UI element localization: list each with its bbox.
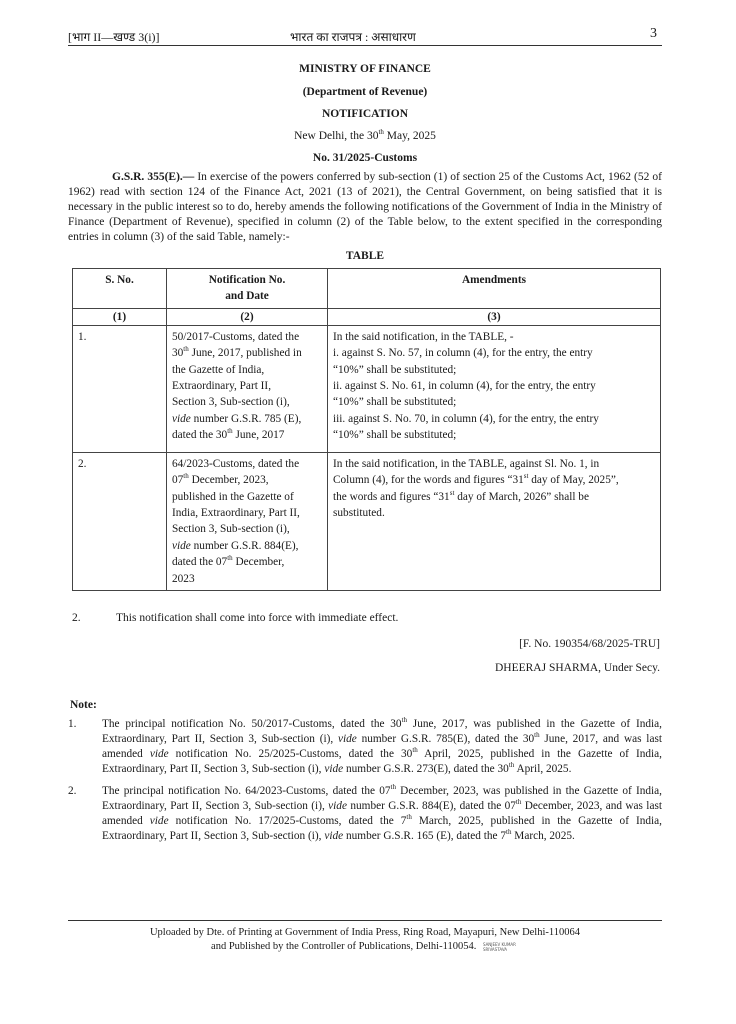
signatory: DHEERAJ SHARMA, Under Secy. (494, 662, 660, 674)
row1-amendments (328, 325, 661, 452)
row2-notif-line: 64/2023-Customs, dated the (172, 457, 300, 470)
row1-notif-line: Section 3, Sub-section (i), (172, 396, 290, 409)
row2-notif-line: dated the 07th December, (172, 554, 285, 569)
row1-notif-line: the Gazette of India, (172, 363, 265, 376)
note-item-text: The principal notification No. 50/2017-Customs, dated the 30th June, 2017, was published in the Gazette of India, Extraordinary, Part II, Section 3, Sub-section (i), vide number G.S.R. 785(E), dated the 30th June, 2017, and was last amended vide notification No. 25/2025-Customs, dated the 30th April, 2025, published in the Gazette of India, Extraordinary, Part II, Section 3, Sub-section (i), vide number G.S.R. 273(E), dated the 30th April, 2025. (102, 716, 662, 775)
row1-amend-line: “10%” shall be substituted; (333, 429, 457, 442)
notification-heading: NOTIFICATION (321, 108, 409, 120)
row2-amend-line: Column (4), for the words and figures “31st day of May, 2025”, (333, 472, 619, 487)
para2-number: 2. (72, 612, 81, 624)
row1-notification (167, 325, 328, 452)
note-item-text: The principal notification No. 64/2023-Customs, dated the 07th December, 2023, was published in the Gazette of India, Extraordinary, Part II, Section 3, Sub-section (i), vide number G.S.R. 884(E), dated the 07th December, 2023, and was last amended vide notification No. 17/2025-Customs, dated the 7th March, 2025, published in the Gazette of India, Extraordinary, Part II, Section 3, Sub-section (i), vide number G.S.R. 165 (E), dated the 7th March, 2025. (102, 783, 663, 842)
row2-notif-line: India, Extraordinary, Part II, (172, 507, 300, 520)
row2-notif-line: Section 3, Sub-section (i), (172, 523, 290, 536)
row2-notif-line: published in the Gazette of (172, 490, 294, 503)
row1-amend-line: “10%” shall be substituted; (333, 396, 457, 409)
row1-amend-line: iii. against S. No. 70, in column (4), for the entry, the entry (333, 412, 599, 425)
row1-notif-line: Extraordinary, Part II, (172, 380, 272, 393)
preamble-paragraph (68, 170, 662, 245)
row2-amend-line: In the said notification, in the TABLE, against Sl. No. 1, in (333, 457, 600, 470)
header-sno: S. No. (73, 269, 167, 309)
note-item (68, 717, 662, 777)
footer-line-1: Uploaded by Dte. of Printing at Government of India Press, Ring Road, Mayapuri, New Delhi-110064 (149, 927, 581, 938)
table-caption: TABLE (345, 250, 385, 262)
place-date: New Delhi, the 30th May, 2025 (294, 128, 436, 142)
colnum-2: (2) (167, 308, 328, 325)
row2-amend-line: the words and figures “31st day of March, 2026” shall be (333, 488, 589, 503)
header-amendments: Amendments (328, 269, 661, 309)
row1-notif-line: vide number G.S.R. 785 (E), (172, 412, 302, 425)
signature-name: SANJEEV KUMAR SRIVASTAVA (482, 941, 516, 952)
table-row (73, 325, 661, 452)
department-heading: (Department of Revenue) (302, 86, 428, 98)
row1-amend-line: In the said notification, in the TABLE, - (333, 330, 514, 343)
row1-amend-line: i. against S. No. 57, in column (4), for the entry, the entry (333, 347, 593, 360)
para2-text: This notification shall come into force with immediate effect. (116, 612, 399, 624)
note-item-number: 2. (68, 785, 77, 797)
row1-notif-line: dated the 30th June, 2017 (172, 427, 285, 442)
row2-notif-line: 07th December, 2023, (172, 472, 269, 487)
colnum-3: (3) (328, 308, 661, 325)
ministry-heading: MINISTRY OF FINANCE (299, 63, 431, 75)
row2-amend-line: substituted. (333, 507, 385, 520)
amendments-table (72, 268, 661, 591)
gsr-number: G.S.R. 355(E).— (112, 171, 195, 183)
footer-line-2-text: and Published by the Controller of Publications, Delhi-110054. (211, 941, 477, 952)
digital-signature-stamp (483, 942, 519, 952)
row2-notif-line: vide number G.S.R. 884(E), (172, 539, 299, 552)
column-number-row (73, 308, 661, 325)
row1-notif-line: 50/2017-Customs, dated the (172, 330, 300, 343)
row2-notif-line: 2023 (172, 572, 195, 585)
file-number: [F. No. 190354/68/2025-TRU] (519, 638, 660, 650)
row2-notification (167, 452, 328, 590)
row1-notif-line: 30th June, 2017, published in (172, 345, 302, 360)
header-notification (167, 269, 328, 309)
table-header-row (73, 269, 661, 309)
row1-amend-line: “10%” shall be substituted; (333, 363, 457, 376)
header-divider (68, 45, 662, 46)
note-item-number: 1. (68, 718, 77, 730)
header-notification-text: Notification No. and Date (208, 274, 286, 303)
row1-amend-line: ii. against S. No. 61, in column (4), for the entry, the entry (333, 380, 596, 393)
footer-divider (68, 920, 662, 921)
row2-amendments (328, 452, 661, 590)
colnum-1: (1) (73, 308, 167, 325)
row1-sno: 1. (73, 325, 167, 452)
footer-line-2 (68, 940, 662, 954)
preamble-text: In exercise of the powers conferred by sub-section (1) of section 25 of the Customs Act, 1962 (52 of 1962) read with section 124 of the Finance Act, 2021 (13 of 2021), the Central Government, on being satisfied that it is necessary in the public interest so to do, hereby amends the following notifications of the Government of India in the Ministry of Finance (Department of Revenue), specified in column (2) of the Table below, to the extent specified in the corresponding entries in column (3) of the said Table, namely:- (68, 171, 662, 243)
table-row (73, 452, 661, 590)
header-gazette-title: भारत का राजपत्र : असाधारण (290, 30, 416, 44)
page-number: 3 (650, 26, 657, 41)
note-item (68, 784, 662, 844)
header-part-label: [भाग II—खण्ड 3(i)] (68, 30, 160, 44)
row2-sno: 2. (73, 452, 167, 590)
notification-number: No. 31/2025-Customs (312, 152, 418, 164)
note-heading: Note: (70, 699, 97, 711)
